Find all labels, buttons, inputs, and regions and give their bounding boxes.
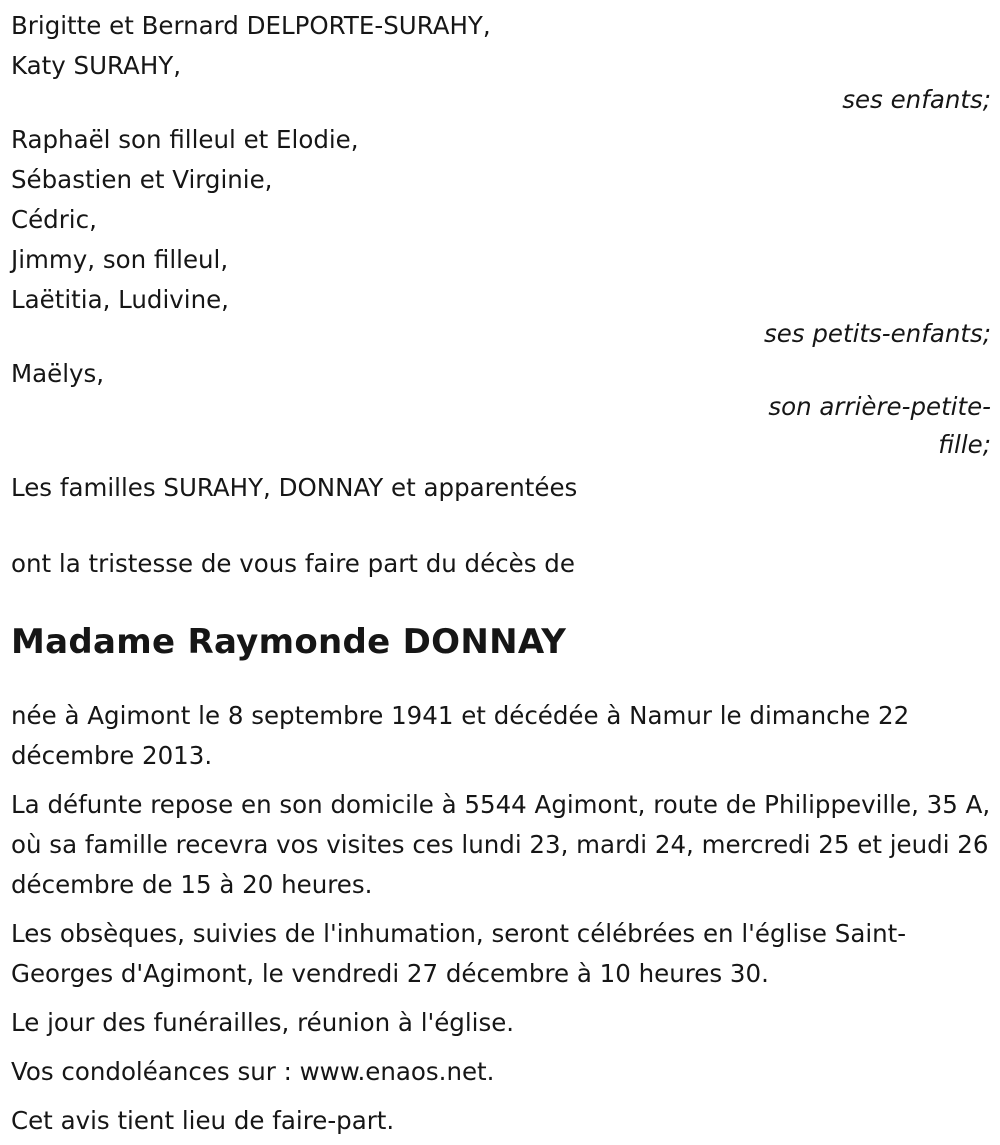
relation-label-children: ses enfants; [842, 85, 991, 114]
meeting-paragraph: Le jour des funérailles, réunion à l'église. [11, 1008, 515, 1037]
family-line: Brigitte et Bernard DELPORTE-SURAHY, [11, 11, 491, 40]
announcement-line: ont la tristesse de vous faire part du décès de [11, 549, 575, 578]
details-section [11, 696, 991, 1141]
notice-paragraph: Cet avis tient lieu de faire-part. [11, 1106, 395, 1135]
deceased-name: Madame Raymonde DONNAY [11, 622, 567, 662]
relation-label-grandchildren: ses petits-enfants; [763, 319, 991, 348]
family-line: Laëtitia, Ludivine, [11, 285, 229, 314]
children-section [11, 6, 991, 116]
family-line: Maëlys, [11, 359, 105, 388]
obituary-notice [11, 6, 991, 1141]
condolences-paragraph: Vos condoléances sur : www.enaos.net. [11, 1057, 495, 1086]
relation-label-great-grandchild-cont: fille; [938, 430, 991, 459]
great-grandchildren-section [11, 354, 991, 464]
birth-death-paragraph: née à Agimont le 8 septembre 1941 et décédée à Namur le dimanche 22 décembre 2013. [11, 701, 910, 770]
funeral-paragraph: Les obsèques, suivies de l'inhumation, seront célébrées en l'église Saint-Georges d'Agimont, le vendredi 27 décembre à 10 heures 30. [11, 919, 907, 988]
family-line: Raphaël son filleul et Elodie, [11, 125, 359, 154]
grandchildren-section [11, 120, 991, 350]
family-line: Jimmy, son filleul, [11, 245, 229, 274]
visitation-paragraph: La défunte repose en son domicile à 5544 Agimont, route de Philippeville, 35 A, où sa famille recevra vos visites ces lundi 23, mardi 24, mercredi 25 et jeudi 26 décembre de 15 à 20 heures. [11, 790, 991, 899]
family-line: Sébastien et Virginie, [11, 165, 273, 194]
family-line: Katy SURAHY, [11, 51, 181, 80]
relation-label-great-grandchild: son arrière-petite- [768, 392, 991, 421]
families-line: Les familles SURAHY, DONNAY et apparentées [11, 473, 578, 502]
family-line: Cédric, [11, 205, 97, 234]
